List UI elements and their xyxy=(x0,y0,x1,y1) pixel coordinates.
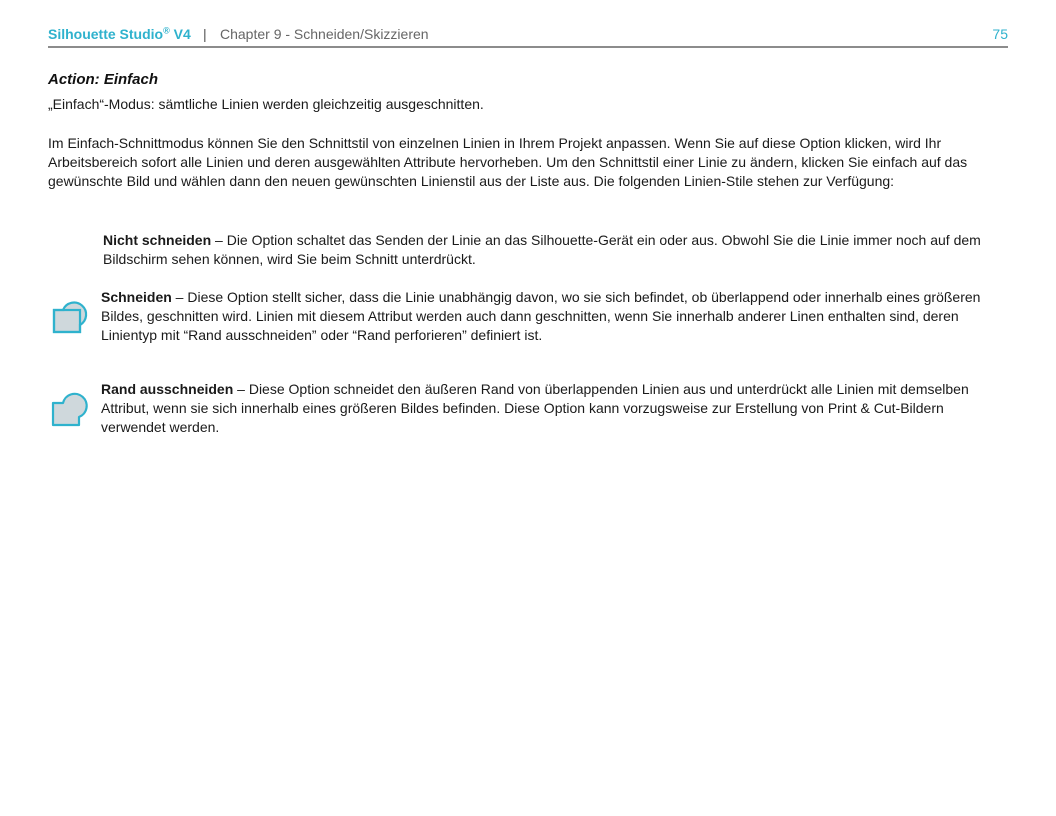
header-divider xyxy=(48,46,1008,48)
option-schneiden xyxy=(101,288,1001,345)
option-nicht-schneiden xyxy=(103,231,1008,269)
intro-paragraph: Im Einfach-Schnittmodus können Sie den Schnittstil von einzelnen Linien in Ihrem Projekt anpassen. Wenn Sie auf diese Option klicken, wird Ihr Arbeitsbereich sofort alle Linien und deren ausgewählten Attribute hervorheben. Um den Schnittstil einer Linie zu ändern, klicken Sie einfach auf das gewünschte Bild und wählen dann den neuen gewünschten Linienstil aus der Liste aus. Die folgenden Linien-Stile stehen zur Verfügung: xyxy=(48,135,968,189)
brand-name: Silhouette Studio xyxy=(48,26,164,42)
registered-mark: ® xyxy=(163,25,170,36)
option-description: – Die Option schaltet das Senden der Linie an das Silhouette-Gerät ein oder aus. Obwohl Sie die Linie immer noch auf dem Bildschirm sehen können, wird Sie beim Schnitt unterdrückt. xyxy=(103,232,981,267)
option-term: Schneiden xyxy=(101,289,172,305)
option-rand-ausschneiden xyxy=(101,380,1006,437)
brand-title xyxy=(48,24,191,44)
option-term: Nicht schneiden xyxy=(103,232,212,248)
chapter-title: Chapter 9 - Schneiden/Skizzieren xyxy=(220,26,429,42)
lead-paragraph: „Einfach“-Modus: sämtliche Linien werden gleichzeitig ausgeschnitten. xyxy=(48,96,484,112)
page-header xyxy=(48,24,1008,44)
overlapping-shapes-icon xyxy=(51,299,95,339)
option-description: – Diese Option schneidet den äußeren Rand von überlappenden Linien aus und unterdrückt alle Linien mit demselben Attribut, wenn sie sich innerhalb eines größeren Bildes befinden. Diese Option kann vorzugsweise zur Erstellung von Print & Cut-Bildern verwendet werden. xyxy=(101,381,969,435)
page-number: 75 xyxy=(992,26,1008,42)
merged-outline-icon xyxy=(50,389,94,429)
section-title: Action: Einfach xyxy=(48,71,159,88)
option-term: Rand ausschneiden xyxy=(101,381,234,397)
header-separator: | xyxy=(203,26,207,42)
option-description: – Diese Option stellt sicher, dass die Linie unabhängig davon, wo sie sich befindet, ob überlappend oder innerhalb eines größeren Bildes, geschnitten wird. Linien mit diesem Attribut werden auch dann geschnitten, wenn Sie innerhalb anderer Linen enthalten sind, deren Linientyp mit “Rand ausschneiden” oder “Rand perforieren” definiert ist. xyxy=(101,289,981,343)
brand-version: V4 xyxy=(169,26,191,42)
